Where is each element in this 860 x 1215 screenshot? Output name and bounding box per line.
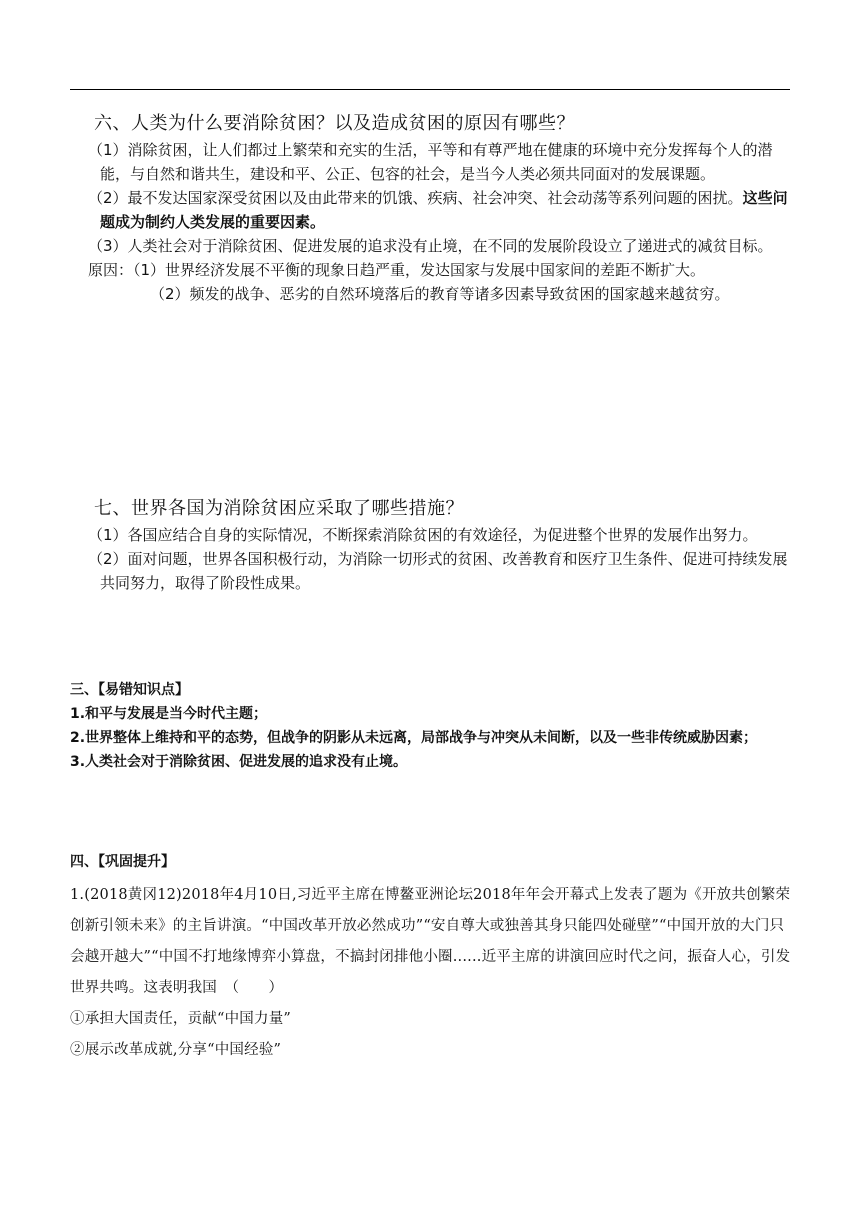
section-six-point-3: （3）人类社会对于消除贫困、促进发展的追求没有止境，在不同的发展阶段设立了递进式的减贫目标。 — [88, 237, 773, 255]
mistake-item-1: 1.和平与发展是当今时代主题； — [70, 706, 268, 722]
mistake-item-2: 2.世界整体上维持和平的态势，但战争的阴影从未远离，局部战争与冲突从未间断，以及一些非传统威胁因素； — [70, 730, 758, 746]
question-1-option-1: ①承担大国责任，贡献“中国力量” — [70, 1011, 292, 1027]
mistakes-heading: 三、【易错知识点】 — [70, 682, 189, 698]
consolidate-heading: 四、【巩固提升】 — [70, 854, 175, 870]
section-six-heading: 六、人类为什么要消除贫困？以及造成贫困的原因有哪些？ — [94, 113, 575, 134]
section-six-point-1: （1）消除贫困，让人们都过上繁荣和充实的生活，平等和有尊严地在健康的环境中充分发挥每个人的潜能，与自然和谐共生，建设和平、公正、包容的社会，是当今人类必须共同面对的发展课题。 — [88, 141, 773, 183]
question-1-stem: 1.(2018黄冈12)2018年4月10日,习近平主席在博鳌亚洲论坛2018年年会开幕式上发表了题为《开放共创繁荣创新引领未来》的主旨讲演。“中国改革开放必然成功”“安自尊大或独善其身只能四处碰壁”“中国开放的大门只会越开越大”“中国不打地缘博弈小算盘，不搞封闭排他小圈......近平主席的讲演回应时代之问，振奋人心，引发世界共鸣。这表明我国 （ ） — [70, 887, 791, 996]
section-seven-point-1: （1）各国应结合自身的实际情况，不断探索消除贫困的有效途径，为促进整个世界的发展作出努力。 — [88, 526, 758, 544]
mistakes-section — [70, 678, 792, 774]
section-seven — [70, 497, 792, 595]
section-six-point-2 — [70, 186, 792, 234]
mistake-item-3: 3.人类社会对于消除贫困、促进发展的追求没有止境。 — [70, 754, 408, 770]
section-six-point-2-text: （2）最不发达国家深受贫困以及由此带来的饥饿、疾病、社会冲突、社会动荡等系列问题的困扰。 — [88, 189, 743, 207]
header-rule — [70, 89, 790, 90]
section-seven-point-2: （2）面对问题，世界各国积极行动，为消除一切形式的贫困、改善教育和医疗卫生条件、促进可持续发展共同努力，取得了阶段性成果。 — [88, 550, 788, 592]
consolidate-section — [70, 850, 792, 1066]
section-six-point-2-emphasis: 这些问题成为制约人类发展的重要因素。 — [100, 189, 788, 231]
section-six-reason-2: （2）频发的战争、恶劣的自然环境落后的教育等诸多因素导致贫困的国家越来越贫穷。 — [150, 285, 730, 303]
question-1-option-2: ②展示改革成就,分享“中国经验” — [70, 1042, 282, 1058]
section-six — [70, 112, 792, 306]
section-six-reason-1: 原因：（1）世界经济发展不平衡的现象日趋严重，发达国家与发展中国家间的差距不断扩大。 — [88, 261, 706, 279]
section-seven-heading: 七、世界各国为消除贫困应采取了哪些措施？ — [94, 498, 464, 519]
